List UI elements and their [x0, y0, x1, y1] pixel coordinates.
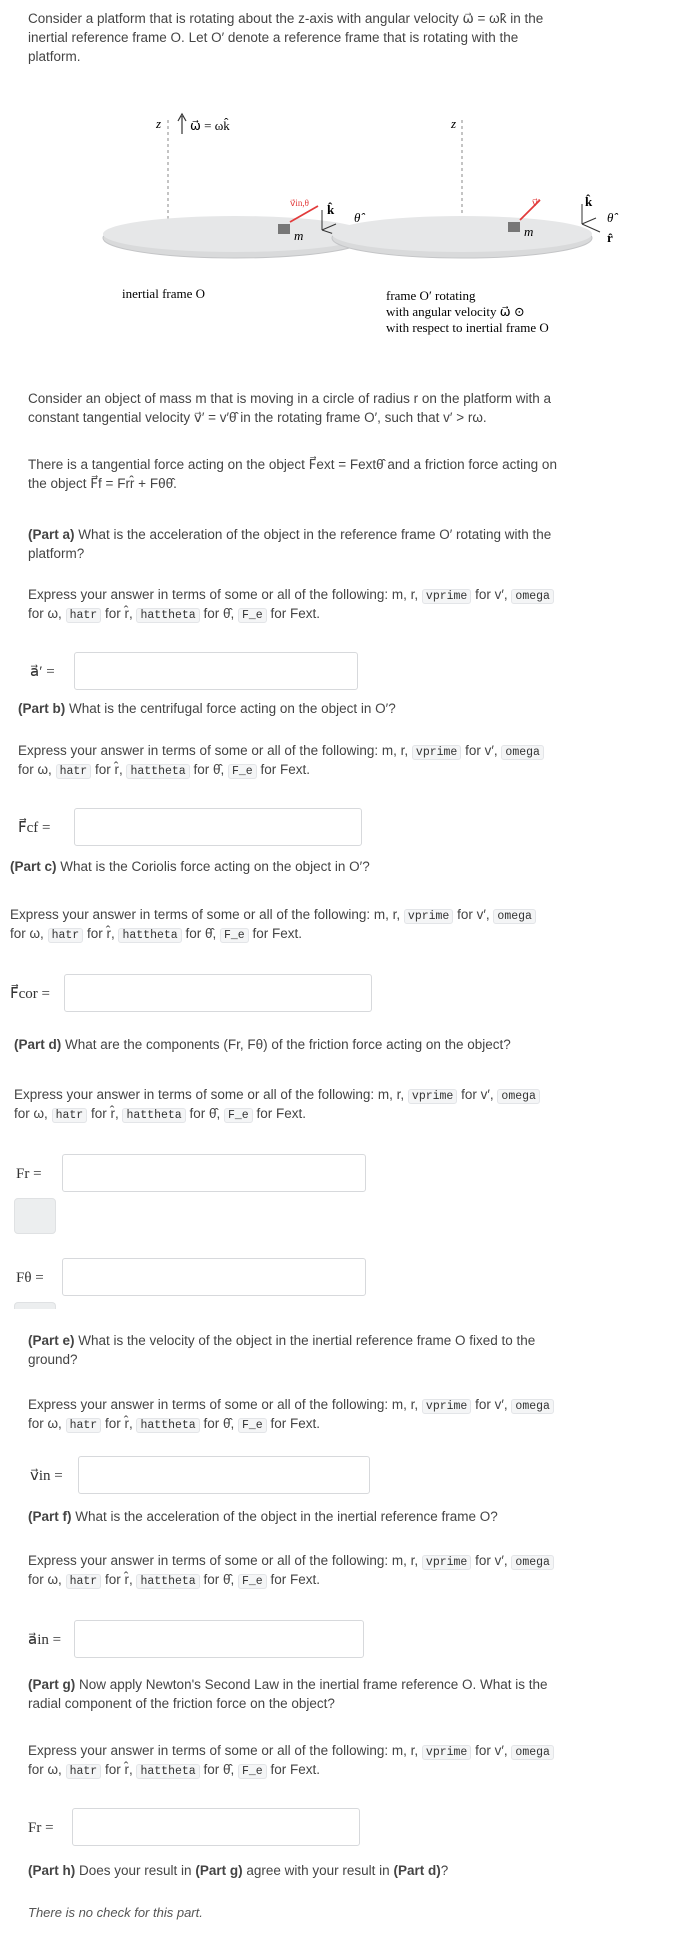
- right-caption-2: with angular velocity ω⃗ ⊙: [386, 304, 525, 319]
- setup-text: [28, 390, 668, 428]
- express-prefix: Express your answer in terms of some or all of the following: m, r,: [28, 1743, 419, 1758]
- left-theta-label: θ̂: [354, 210, 361, 225]
- omega-label: ω⃗ = ωk̂: [190, 118, 230, 133]
- for-hattheta: for θ̂,: [189, 1106, 221, 1122]
- part-a-answer-input[interactable]: [74, 652, 358, 690]
- vprime-code: vprime: [422, 1399, 471, 1414]
- part-c-q1: What is the Coriolis force acting on the object in O′?: [60, 859, 370, 874]
- part-c-answer-input[interactable]: [64, 974, 372, 1012]
- part-a-tag: (Part a): [28, 527, 75, 542]
- rotating-platform-diagram: [100, 110, 620, 350]
- part-d-fr-input[interactable]: [62, 1154, 366, 1192]
- intro-line-2: inertial reference frame O. Let O′ denote a reference frame that is rotating with the: [28, 29, 519, 45]
- part-b-tag: (Part b): [18, 701, 66, 716]
- right-theta-label: θ̂: [607, 210, 614, 225]
- for-omega: for ω,: [28, 1572, 62, 1588]
- for-hatr: for r̂,: [90, 1106, 119, 1122]
- for-fe: for Fext.: [256, 1106, 306, 1122]
- for-fe: for Fext.: [252, 926, 302, 942]
- part-c-tag: (Part c): [10, 859, 57, 874]
- part-c-express: [10, 906, 675, 944]
- part-e-label: v⃗in =: [30, 1468, 63, 1484]
- left-caption: inertial frame O: [122, 286, 206, 301]
- part-f-question: [28, 1508, 668, 1527]
- for-hatr: for r̂,: [86, 926, 115, 942]
- part-a-q2: platform?: [28, 545, 85, 561]
- for-vprime: for v′,: [475, 587, 508, 602]
- part-h-note: There is no check for this part.: [28, 1905, 203, 1920]
- hatr-code: hatr: [66, 1574, 102, 1589]
- omega-code: omega: [493, 909, 536, 924]
- fe-code: F_e: [238, 608, 267, 623]
- part-g-question: [28, 1676, 668, 1714]
- right-caption-1: frame O′ rotating: [386, 288, 476, 303]
- for-vprime: for v′,: [461, 1087, 494, 1102]
- hattheta-code: hattheta: [136, 1418, 199, 1433]
- for-hattheta: for θ̂,: [203, 1572, 235, 1588]
- part-f-label: a⃗in =: [28, 1632, 62, 1648]
- part-d-question: [14, 1036, 674, 1055]
- for-fe: for Fext.: [260, 762, 310, 778]
- for-fe: for Fext.: [270, 606, 320, 622]
- for-hatr: for r̂,: [94, 762, 123, 778]
- omega-code: omega: [511, 1399, 554, 1414]
- part-b-label: F⃗cf =: [18, 820, 51, 836]
- part-b-question: [18, 700, 668, 719]
- part-e-q1: What is the velocity of the object in the inertial reference frame O fixed to the: [78, 1333, 536, 1348]
- intro-text: [28, 10, 668, 67]
- part-f-tag: (Part f): [28, 1509, 72, 1524]
- hatr-code: hatr: [66, 1418, 102, 1433]
- fe-code: F_e: [228, 764, 257, 779]
- for-vprime: for v′,: [475, 1397, 508, 1412]
- right-k-label: k̂: [585, 194, 593, 209]
- part-e-q2: ground?: [28, 1351, 78, 1367]
- vprime-code: vprime: [422, 589, 471, 604]
- part-e-question: [28, 1332, 668, 1370]
- part-g-express: [28, 1742, 673, 1780]
- part-g-label: Fr =: [28, 1820, 54, 1836]
- for-omega: for ω,: [18, 762, 52, 778]
- for-hattheta: for θ̂,: [203, 1762, 235, 1778]
- part-a-label: a⃗′ =: [30, 664, 55, 680]
- setup-line-1: Consider an object of mass m that is moving in a circle of radius r on the platform with a: [28, 391, 551, 406]
- part-h-q1e: ?: [440, 1863, 449, 1878]
- vprime-code: vprime: [408, 1089, 457, 1104]
- part-g-q1: Now apply Newton's Second Law in the inertial frame reference O. What is the: [79, 1677, 548, 1692]
- left-z-label: z: [156, 116, 162, 131]
- omega-code: omega: [511, 1745, 554, 1760]
- right-r-label: r̂: [607, 230, 613, 245]
- part-g-answer-input[interactable]: [72, 1808, 360, 1846]
- part-a-express: [28, 586, 673, 624]
- omega-arrow: [178, 114, 186, 134]
- part-e-express: [28, 1396, 673, 1434]
- hatr-code: hatr: [52, 1108, 88, 1123]
- omega-code: omega: [511, 589, 554, 604]
- for-fe: for Fext.: [270, 1416, 320, 1432]
- part-h-tag: (Part h): [28, 1863, 76, 1878]
- hatr-code: hatr: [56, 764, 92, 779]
- for-omega: for ω,: [14, 1106, 48, 1122]
- omega-code: omega: [501, 745, 544, 760]
- express-prefix: Express your answer in terms of some or all of the following: m, r,: [28, 1397, 419, 1412]
- for-omega: for ω,: [10, 926, 44, 942]
- for-omega: for ω,: [28, 1762, 62, 1778]
- for-hatr: for r̂,: [104, 1572, 133, 1588]
- for-hattheta: for θ̂,: [203, 606, 235, 622]
- part-f-express: [28, 1552, 673, 1590]
- part-h-q1c: agree with your result in: [246, 1863, 390, 1878]
- setup-line-3: There is a tangential force acting on the object F⃗ext = Fextθ̂ and a friction force acting on: [28, 457, 557, 472]
- part-d-ftheta-toolbar-button[interactable]: [14, 1302, 56, 1309]
- setup-line-4: the object F⃗f = Frr̂ + Fθθ̂.: [28, 475, 177, 491]
- part-d-express: [14, 1086, 679, 1124]
- part-b-answer-input[interactable]: [74, 808, 362, 846]
- part-h-q1d: (Part d): [393, 1863, 441, 1878]
- vprime-code: vprime: [404, 909, 453, 924]
- intro-line-1: Consider a platform that is rotating about the z-axis with angular velocity ω⃗ = ωk̂ in the: [28, 11, 544, 26]
- for-fe: for Fext.: [270, 1762, 320, 1778]
- for-hatr: for r̂,: [104, 606, 133, 622]
- vprime-code: vprime: [422, 1745, 471, 1760]
- part-d-label-r: Fr =: [16, 1166, 42, 1182]
- force-text: [28, 456, 668, 494]
- fe-code: F_e: [224, 1108, 253, 1123]
- hatr-code: hatr: [66, 1764, 102, 1779]
- express-prefix: Express your answer in terms of some or all of the following: m, r,: [28, 1553, 419, 1568]
- for-fe: for Fext.: [270, 1572, 320, 1588]
- fe-code: F_e: [238, 1418, 267, 1433]
- vprime-code: vprime: [412, 745, 461, 760]
- for-vprime: for v′,: [475, 1743, 508, 1758]
- part-c-label: F⃗cor =: [10, 986, 50, 1002]
- for-omega: for ω,: [28, 1416, 62, 1432]
- left-mass-label: m: [294, 228, 304, 243]
- part-a-q1: What is the acceleration of the object in the reference frame O′ rotating with the: [78, 527, 552, 542]
- part-b-express: [18, 742, 668, 780]
- hattheta-code: hattheta: [136, 608, 199, 623]
- vin-label: v⃗in,θ: [290, 198, 309, 208]
- part-h-q1b: (Part g): [195, 1863, 243, 1878]
- for-hattheta: for θ̂,: [203, 1416, 235, 1432]
- omega-code: omega: [497, 1089, 540, 1104]
- fe-code: F_e: [238, 1574, 267, 1589]
- omega-code: omega: [511, 1555, 554, 1570]
- part-g-tag: (Part g): [28, 1677, 76, 1692]
- part-h-q1a: Does your result in: [79, 1863, 192, 1878]
- hatr-code: hatr: [66, 608, 102, 623]
- express-prefix: Express your answer in terms of some or all of the following: m, r,: [14, 1087, 405, 1102]
- part-e-answer-input[interactable]: [78, 1456, 370, 1494]
- part-f-answer-input[interactable]: [74, 1620, 364, 1658]
- part-a-question: [28, 526, 668, 564]
- for-vprime: for v′,: [457, 907, 490, 922]
- part-e-tag: (Part e): [28, 1333, 75, 1348]
- left-mass-block: [278, 224, 290, 234]
- fe-code: F_e: [220, 928, 249, 943]
- part-f-q1: What is the acceleration of the object in the inertial reference frame O?: [75, 1509, 498, 1524]
- right-z-label: z: [451, 116, 457, 131]
- vprime-label: v⃗′: [532, 198, 541, 209]
- part-d-tag: (Part d): [14, 1037, 62, 1052]
- part-b-q1: What is the centrifugal force acting on the object in O′?: [69, 701, 396, 716]
- hatr-code: hatr: [48, 928, 84, 943]
- for-hattheta: for θ̂,: [193, 762, 225, 778]
- express-prefix: Express your answer in terms of some or all of the following: m, r,: [18, 743, 409, 758]
- intro-line-3: platform.: [28, 48, 81, 64]
- express-prefix: Express your answer in terms of some or all of the following: m, r,: [28, 587, 419, 602]
- vprime-code: vprime: [422, 1555, 471, 1570]
- part-h-question: [28, 1862, 668, 1881]
- express-prefix: Express your answer in terms of some or all of the following: m, r,: [10, 907, 401, 922]
- hattheta-code: hattheta: [126, 764, 189, 779]
- for-hatr: for r̂,: [104, 1416, 133, 1432]
- part-c-question: [10, 858, 670, 877]
- right-mass-block: [508, 222, 520, 232]
- hattheta-code: hattheta: [136, 1764, 199, 1779]
- hattheta-code: hattheta: [136, 1574, 199, 1589]
- part-g-q2: radial component of the friction force on the object?: [28, 1695, 335, 1711]
- hattheta-code: hattheta: [122, 1108, 185, 1123]
- fe-code: F_e: [238, 1764, 267, 1779]
- part-d-q1: What are the components (Fr, Fθ) of the friction force acting on the object?: [65, 1037, 511, 1052]
- part-d-fr-toolbar-button[interactable]: [14, 1198, 56, 1234]
- for-omega: for ω,: [28, 606, 62, 622]
- for-hattheta: for θ̂,: [185, 926, 217, 942]
- part-d-ftheta-input[interactable]: [62, 1258, 366, 1296]
- left-k-label: k̂: [327, 202, 335, 217]
- part-d-label-theta: Fθ =: [16, 1270, 44, 1286]
- for-vprime: for v′,: [465, 743, 498, 758]
- for-vprime: for v′,: [475, 1553, 508, 1568]
- right-caption-3: with respect to inertial frame O: [386, 320, 549, 335]
- setup-line-2: constant tangential velocity v⃗′ = v′θ̂ in the rotating frame O′, such that v′ > rω.: [28, 409, 487, 425]
- for-hatr: for r̂,: [104, 1762, 133, 1778]
- right-mass-label: m: [524, 224, 534, 239]
- hattheta-code: hattheta: [118, 928, 181, 943]
